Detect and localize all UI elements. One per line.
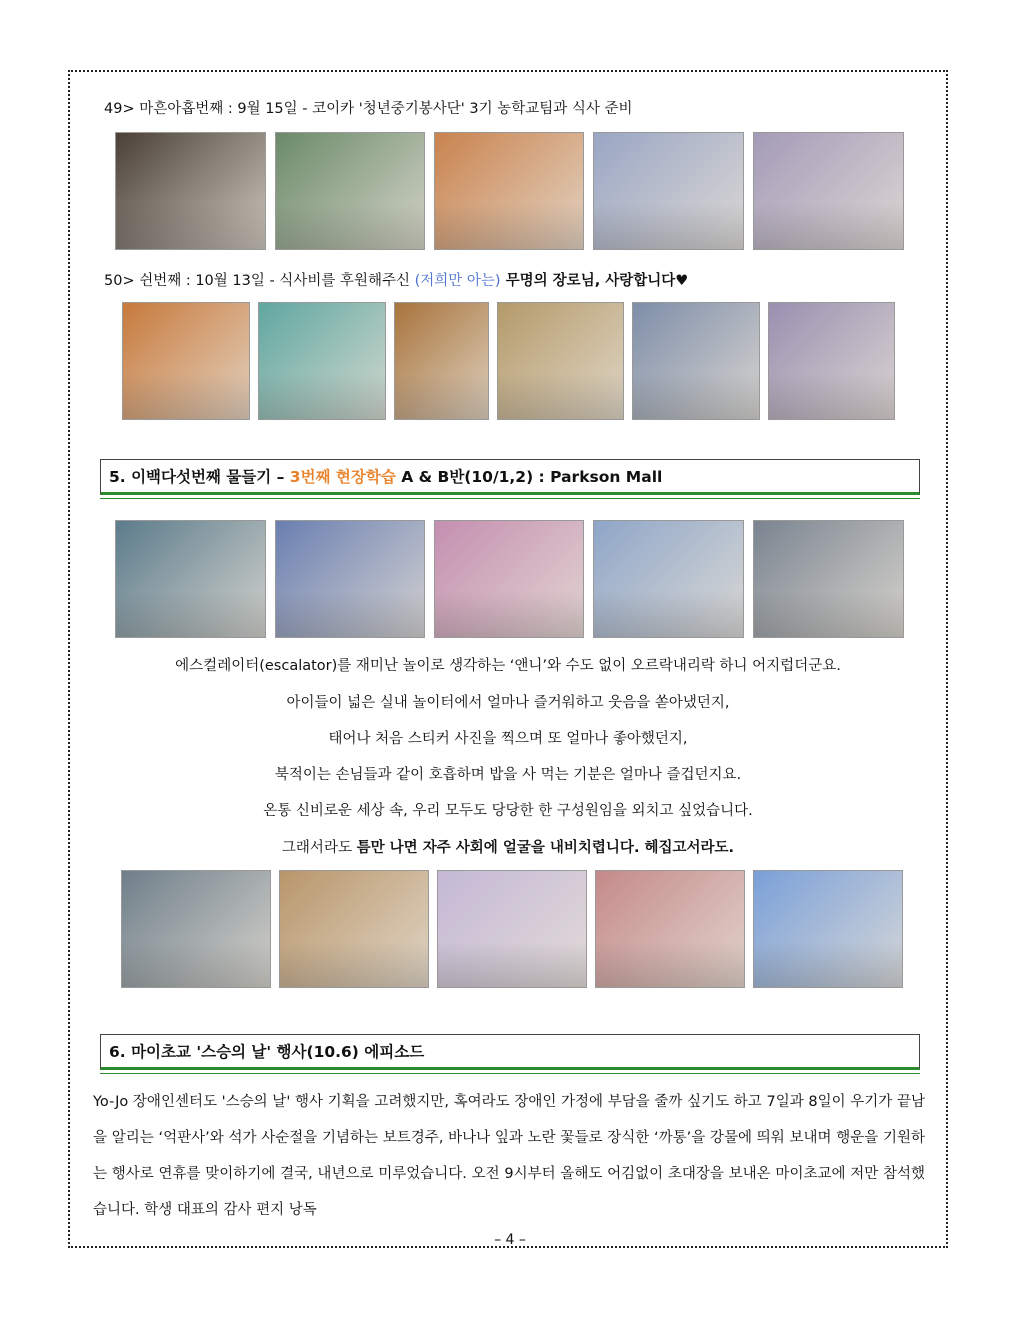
photo-kitchen-cooking <box>275 132 425 250</box>
photo-children-posing <box>753 520 904 638</box>
entry-50-caption-text: 50> 쉰번째 : 10월 13일 - 식사비를 후원해주신 <box>104 273 415 289</box>
photo-ball-pit-play <box>434 520 584 638</box>
section-5-heading-prefix: 5. 이백다섯번째 물들기 – <box>109 468 290 486</box>
photo-children-wheelchair-group <box>121 870 271 988</box>
photo-student-with-tray <box>593 132 744 250</box>
photo-dining-hall <box>632 302 760 420</box>
entry-50-photos <box>122 302 895 420</box>
photo-volunteers-serving <box>434 132 584 250</box>
section-5-photos-bottom <box>121 870 903 988</box>
photo-child-with-toys <box>279 870 429 988</box>
photo-children-in-van <box>115 520 266 638</box>
section-5-photos-top <box>115 520 904 638</box>
section-5-heading-highlight: 3번째 현장학습 <box>289 468 396 486</box>
photo-volunteers-cooking <box>122 302 250 420</box>
entry-50-caption-bold: 무명의 장로님, 사랑합니다♥ <box>500 273 689 289</box>
section-5-line-4: 북적이는 손님들과 같이 호흡하며 밥을 사 먹는 기분은 얼마나 즐겁던지요. <box>274 767 742 783</box>
section-5-line-3: 태어나 처음 스티커 사진을 찍으며 또 얼마나 좋아했던지, <box>328 731 688 747</box>
section-5-line-6-bold: 틈만 나면 자주 사회에 얼굴을 내비치렵니다. 헤집고서라도. <box>356 840 735 856</box>
photo-group-outdoor-sky <box>753 870 903 988</box>
entry-49-caption: 49> 마흔아홉번째 : 9월 15일 - 코이카 '청년중기봉사단' 3기 농학교팀과 식사 준비 <box>104 101 633 117</box>
photo-group-banner-photo <box>275 520 425 638</box>
section-5-heading-suffix: A & B반(10/1,2) : Parkson Mall <box>395 468 663 486</box>
entry-50-caption-blue: (저희만 아는) <box>414 273 501 289</box>
section-5-line-2: 아이들이 넓은 실내 놀이터에서 얼마나 즐거워하고 웃음을 쏟아냈던지, <box>286 695 730 711</box>
entry-50-caption <box>104 271 688 291</box>
photo-cooking-pot <box>115 132 266 250</box>
entry-49-photos <box>115 132 904 250</box>
photo-students-eating <box>753 132 904 250</box>
photo-indoor-playground <box>593 520 744 638</box>
section-5-line-5: 온통 신비로운 세상 속, 우리 모두도 당당한 한 구성원임을 외치고 싶었습니다. <box>263 803 753 819</box>
photo-serving-line <box>497 302 624 420</box>
section-5-heading <box>100 459 920 495</box>
photo-children-smiling <box>595 870 745 988</box>
page-number: – 4 – <box>494 1232 526 1248</box>
photo-kitchen-team <box>258 302 386 420</box>
section-6-paragraph: Yo-Jo 장애인센터도 '스승의 날' 행사 기획을 고려했지만, 혹여라도 장애인 가정에 부담을 줄까 싶기도 하고 7일과 8일이 우기가 끝남을 알리는 ‘억판사’와 석가 사순절을 기념하는 보트경주, 바나나 잎과 노란 꽃들로 장식한 ‘까통’을 강물에 띄워 보내며 행운을 기원하는 행사로 연휴를 맞이하기에 결국, 내년으로 미루었습니다. 오전 9시부터 올해도 어김없이 초대장을 보내온 마이초교에 저만 참석했습니다. 학생 대표의 감사 편지 낭독 <box>93 1094 925 1218</box>
section-6-underline <box>100 1073 920 1074</box>
section-5-underline <box>100 498 920 499</box>
photo-food-trays <box>394 302 489 420</box>
section-5-line-6 <box>68 838 948 858</box>
section-6-heading <box>100 1034 920 1070</box>
section-5-line-6-prefix: 그래서라도 <box>281 840 357 856</box>
section-5-line-1: 에스컬레이터(escalator)를 재미난 놀이로 생각하는 ‘앤니’와 수도 없이 오르락내리락 하니 어지럽더군요. <box>175 658 841 674</box>
photo-students-dining <box>768 302 895 420</box>
section-6-title: 6. 마이초교 '스승의 날' 행사(10.6) 에피소드 <box>109 1043 425 1061</box>
photo-child-in-ball-pit <box>437 870 587 988</box>
